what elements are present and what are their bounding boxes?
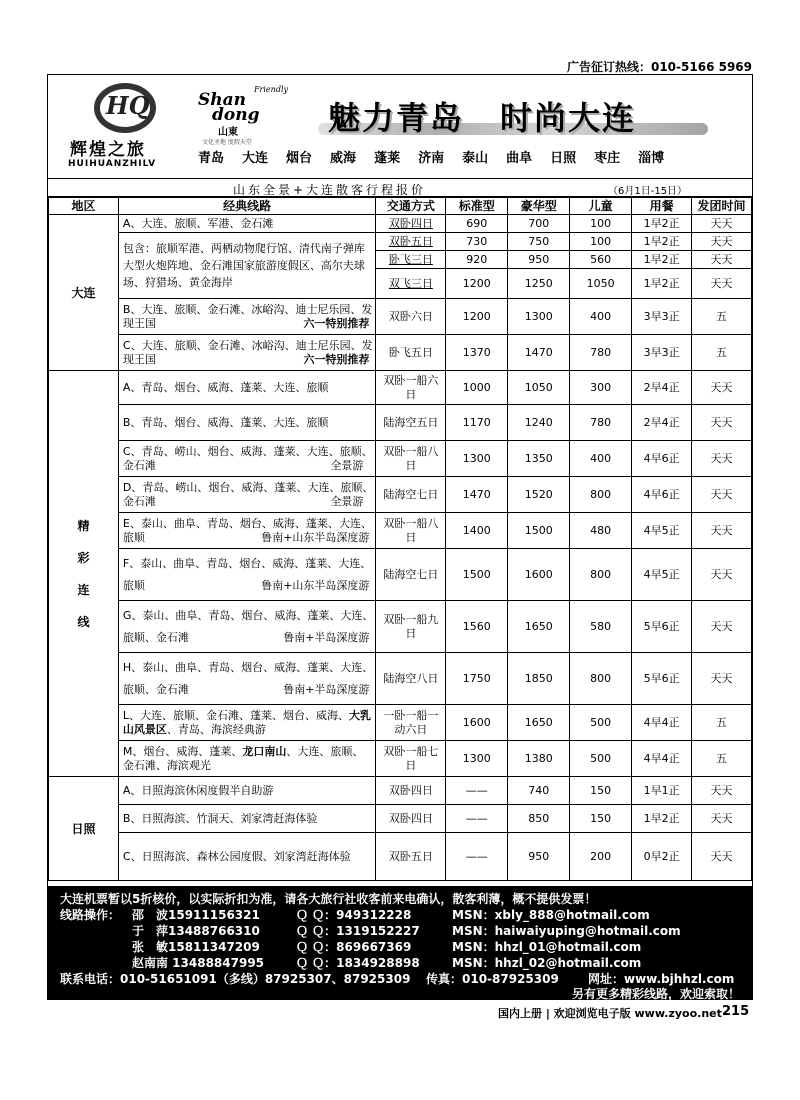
- std-price: 1300: [446, 441, 508, 477]
- lux-price: 1380: [508, 741, 570, 777]
- lux-price: 700: [508, 215, 570, 233]
- lux-price: 740: [508, 777, 570, 805]
- std-price: ——: [446, 777, 508, 805]
- child-price: 480: [570, 513, 632, 549]
- contact-qq: Ｑ Ｑ：1319152227: [296, 924, 420, 938]
- route: B、青岛、烟台、威海、蓬莱、大连、旅顺: [118, 405, 376, 441]
- sd-cn: 山東: [218, 127, 238, 138]
- table-row: [49, 601, 752, 653]
- route-tag: 全景游: [330, 458, 364, 472]
- route-text: G、泰山、曲阜、青岛、烟台、威海、蓬莱、大连、旅顺、金石滩: [122, 608, 374, 644]
- meal: 1早2正: [632, 233, 692, 251]
- route-text: 、大连、旅顺、金石滩、海滨观光: [122, 744, 364, 772]
- sd-word1: Shan: [198, 90, 247, 110]
- child-price: 780: [570, 335, 632, 371]
- lux-price: 1350: [508, 441, 570, 477]
- table-row: [49, 215, 752, 233]
- std-price: 1370: [446, 335, 508, 371]
- meal: 1早2正: [632, 805, 692, 833]
- route-tag: 鲁南+山东半岛深度游: [261, 530, 370, 544]
- std-price: 1560: [446, 601, 508, 653]
- meal: 4早4正: [632, 705, 692, 741]
- std-price: 1400: [446, 513, 508, 549]
- meal: 2早4正: [632, 405, 692, 441]
- table-row: [49, 233, 752, 251]
- route: 包含：旅顺军港、两栖动物爬行馆、清代南子弹库大型火炮阵地、金石滩国家旅游度假区、高尔夫球场、狩猎场、黄金海岸: [118, 233, 376, 299]
- traffic: 双卧一船八日: [376, 513, 446, 549]
- meal: 5早6正: [632, 601, 692, 653]
- table-row: [49, 705, 752, 741]
- contact-msn[interactable]: MSN：haiwaiyuping@hotmail.com: [452, 924, 681, 938]
- city: 烟台: [286, 151, 313, 166]
- lux-price: 1520: [508, 477, 570, 513]
- header: [48, 75, 752, 179]
- route: [118, 549, 376, 601]
- table-row: [49, 371, 752, 405]
- table-row: [49, 833, 752, 881]
- depart-time: 天天: [692, 371, 752, 405]
- child-price: 1050: [570, 269, 632, 299]
- logo-letters: HQ: [106, 91, 150, 120]
- logo-en: HUIHUANZHILV: [68, 159, 157, 169]
- table-row: [49, 299, 752, 335]
- region-dalian: 大连: [49, 215, 119, 371]
- city: 蓬莱: [374, 151, 401, 166]
- depart-time: 天天: [692, 833, 752, 881]
- table-row: [49, 405, 752, 441]
- traffic: 双卧一船七日: [376, 741, 446, 777]
- route: [118, 601, 376, 653]
- route-tag: 全景游: [330, 494, 364, 508]
- region-char: 彩: [77, 550, 90, 565]
- meal: 4早6正: [632, 441, 692, 477]
- route: A、青岛、烟台、威海、蓬莱、大连、旅顺: [118, 371, 376, 405]
- meal: 1早2正: [632, 251, 692, 269]
- route-text: H、泰山、曲阜、青岛、烟台、威海、蓬莱、大连、旅顺、金石滩: [122, 660, 374, 696]
- depart-time: 天天: [692, 549, 752, 601]
- std-price: ——: [446, 805, 508, 833]
- city: 青岛: [198, 151, 225, 166]
- website-link[interactable]: 网址：www.bjhhzl.com: [588, 972, 735, 986]
- traffic: 双卧一船六日: [376, 371, 446, 405]
- depart-time: 天天: [692, 805, 752, 833]
- col-header: 地区: [49, 198, 119, 215]
- depart-time: 天天: [692, 653, 752, 705]
- table-row: [49, 777, 752, 805]
- route: [118, 441, 376, 477]
- child-price: 800: [570, 477, 632, 513]
- meal: 4早6正: [632, 477, 692, 513]
- route-highlight: 龙口南山: [242, 744, 287, 758]
- table-row: [49, 513, 752, 549]
- slogan-qingdao: 魅力青岛: [328, 99, 465, 137]
- std-price: 1470: [446, 477, 508, 513]
- city: 大连: [242, 151, 269, 166]
- traffic: 双卧一船八日: [376, 441, 446, 477]
- more-routes: 另有更多精彩线路，欢迎索取！: [571, 987, 740, 1001]
- contact-qq: Ｑ Ｑ：949312228: [296, 908, 412, 922]
- depart-time: 天天: [692, 251, 752, 269]
- route-text: M、烟台、威海、蓬莱、: [122, 744, 243, 758]
- child-price: 500: [570, 705, 632, 741]
- traffic: 陆海空五日: [376, 405, 446, 441]
- std-price: 1000: [446, 371, 508, 405]
- contact-msn[interactable]: MSN：xbly_888@hotmail.com: [452, 908, 650, 922]
- meal: 4早5正: [632, 513, 692, 549]
- lux-price: 750: [508, 233, 570, 251]
- region-char: 连: [77, 582, 90, 597]
- std-price: ——: [446, 833, 508, 881]
- col-header: 标准型: [446, 198, 508, 215]
- route: B、日照海滨、竹洞天、刘家湾赶海体验: [118, 805, 376, 833]
- table-date: （6月1日-15日）: [608, 186, 688, 197]
- sd-word: [198, 90, 260, 125]
- std-price: 1750: [446, 653, 508, 705]
- depart-time: 天天: [692, 477, 752, 513]
- traffic: 一卧一船一动六日: [376, 705, 446, 741]
- route-text: C、大连、旅顺、金石滩、冰峪沟、迪士尼乐园、发现王国: [122, 338, 373, 366]
- contact-name: 赵南南 13488847995: [132, 956, 265, 970]
- page-number: 215: [722, 1004, 750, 1019]
- ticket-notice: 大连机票暂以5折核价，以实际折扣为准，请各大旅行社收客前来电确认，散客利薄，概不提供发票！: [60, 892, 597, 906]
- child-price: 100: [570, 215, 632, 233]
- depart-time: 天天: [692, 405, 752, 441]
- city: 淄博: [638, 151, 665, 166]
- contact-name: 于 萍13488766310: [132, 924, 260, 938]
- child-price: 100: [570, 233, 632, 251]
- lux-price: 1500: [508, 513, 570, 549]
- table-row: [49, 441, 752, 477]
- std-price: 1200: [446, 299, 508, 335]
- child-price: 500: [570, 741, 632, 777]
- child-price: 800: [570, 653, 632, 705]
- table-title: 山东全景+大连散客行程报价: [233, 183, 427, 197]
- table-row: [49, 335, 752, 371]
- col-header: 交通方式: [376, 198, 446, 215]
- route-text: F、泰山、曲阜、青岛、烟台、威海、蓬莱、大连、旅顺: [122, 556, 372, 592]
- ops-label: 线路操作：: [60, 908, 121, 922]
- meal: 0早2正: [632, 833, 692, 881]
- depart-time: 天天: [692, 269, 752, 299]
- route: [118, 653, 376, 705]
- depart-time: 天天: [692, 777, 752, 805]
- lux-price: 1240: [508, 405, 570, 441]
- traffic: 双卧四日: [376, 805, 446, 833]
- child-price: 200: [570, 833, 632, 881]
- meal: 3早3正: [632, 335, 692, 371]
- route-text: 、青岛、海滨经典游: [166, 722, 266, 736]
- sd-top: Friendly: [254, 85, 289, 94]
- route-tag: 鲁南+半岛深度游: [283, 682, 370, 696]
- lux-price: 850: [508, 805, 570, 833]
- child-price: 400: [570, 441, 632, 477]
- col-header: 用餐: [632, 198, 692, 215]
- route: [118, 705, 376, 741]
- std-price: 690: [446, 215, 508, 233]
- city: 济南: [418, 151, 445, 166]
- child-price: 800: [570, 549, 632, 601]
- region-rizhao: 日照: [49, 777, 119, 881]
- col-header: 豪华型: [508, 198, 570, 215]
- logo-cn: 辉煌之旅: [70, 140, 146, 160]
- meal: 1早2正: [632, 215, 692, 233]
- traffic: 双卧一船九日: [376, 601, 446, 653]
- huihuang-logo: [58, 81, 188, 173]
- shandong-logo: [196, 85, 289, 146]
- std-price: 920: [446, 251, 508, 269]
- route-tag: 鲁南+山东半岛深度游: [261, 578, 370, 592]
- route-text: E、泰山、曲阜、青岛、烟台、威海、蓬莱、大连、旅顺: [122, 516, 372, 544]
- depart-time: 天天: [692, 601, 752, 653]
- contact-qq: Ｑ Ｑ：869667369: [296, 940, 412, 954]
- meal: 2早4正: [632, 371, 692, 405]
- meal: 1早2正: [632, 269, 692, 299]
- child-price: 150: [570, 777, 632, 805]
- traffic: 双卧四日: [376, 215, 446, 233]
- child-price: 560: [570, 251, 632, 269]
- route: C、日照海滨、森林公园度假、刘家湾赶海体验: [118, 833, 376, 881]
- traffic: 陆海空七日: [376, 549, 446, 601]
- sd-word2: dong: [212, 105, 260, 125]
- city: 日照: [550, 151, 577, 166]
- meal: 3早3正: [632, 299, 692, 335]
- region-char: 线: [77, 614, 90, 629]
- table-title-row: [48, 179, 752, 197]
- city: 泰山: [462, 151, 489, 166]
- col-header: 经典线路: [118, 198, 376, 215]
- std-price: 1600: [446, 705, 508, 741]
- depart-time: 五: [692, 705, 752, 741]
- contact-fax: 传真：010-87925309: [426, 972, 559, 986]
- slogan: [328, 93, 672, 139]
- route: [118, 335, 376, 371]
- bottom-bar: 国内上册 | 欢迎浏览电子版 www.zyoo.net: [498, 1007, 722, 1020]
- depart-time: 天天: [692, 215, 752, 233]
- brochure-frame: [47, 74, 753, 1000]
- route-text: C、青岛、崂山、烟台、威海、蓬莱、大连、旅顺、金石滩: [122, 444, 373, 472]
- child-price: 400: [570, 299, 632, 335]
- table-row: [49, 653, 752, 705]
- depart-time: 天天: [692, 233, 752, 251]
- lux-price: 1250: [508, 269, 570, 299]
- route: [118, 513, 376, 549]
- traffic: 双卧四日: [376, 777, 446, 805]
- contact-name: 张 敏15811347209: [132, 940, 260, 954]
- meal: 5早6正: [632, 653, 692, 705]
- std-price: 1170: [446, 405, 508, 441]
- lux-price: 1850: [508, 653, 570, 705]
- std-price: 730: [446, 233, 508, 251]
- meal: 4早5正: [632, 549, 692, 601]
- region-jingcai: [49, 371, 119, 777]
- route: A、大连、旅顺、军港、金石滩: [118, 215, 376, 233]
- contact-phone: 联系电话：010-51651091（多线）87925307、87925309: [60, 972, 411, 986]
- region-char: 精: [77, 518, 90, 533]
- city: 曲阜: [506, 151, 533, 166]
- depart-time: 天天: [692, 441, 752, 477]
- route: A、日照海滨休闲度假半自助游: [118, 777, 376, 805]
- table-row: [49, 805, 752, 833]
- child-price: 300: [570, 371, 632, 405]
- table-row: [49, 477, 752, 513]
- child-price: 150: [570, 805, 632, 833]
- contact-msn[interactable]: MSN：hhzl_01@hotmail.com: [452, 940, 642, 954]
- lux-price: 950: [508, 251, 570, 269]
- ad-hotline: 广告征订热线：010-5166 5969: [566, 60, 752, 74]
- contact-qq: Ｑ Ｑ：1834928898: [296, 956, 420, 970]
- lux-price: 1050: [508, 371, 570, 405]
- table-row: [49, 741, 752, 777]
- meal: 1早1正: [632, 777, 692, 805]
- traffic: 双卧五日: [376, 233, 446, 251]
- city-list: [198, 147, 682, 166]
- contact-msn[interactable]: MSN：hhzl_02@hotmail.com: [452, 956, 642, 970]
- city: 枣庄: [594, 151, 621, 166]
- route-text: B、大连、旅顺、金石滩、冰峪沟、迪士尼乐园、发现王国: [122, 302, 373, 330]
- traffic: 卧飞五日: [376, 335, 446, 371]
- depart-time: 五: [692, 335, 752, 371]
- header-row: [49, 198, 752, 215]
- price-table: [48, 197, 752, 881]
- depart-time: 五: [692, 299, 752, 335]
- route: [118, 741, 376, 777]
- std-price: 1200: [446, 269, 508, 299]
- contact-footer: [48, 886, 752, 1000]
- child-price: 580: [570, 601, 632, 653]
- traffic: 陆海空七日: [376, 477, 446, 513]
- route-tag: 鲁南+半岛深度游: [283, 630, 370, 644]
- traffic: 双飞三日: [376, 269, 446, 299]
- traffic: 陆海空八日: [376, 653, 446, 705]
- traffic: 双卧六日: [376, 299, 446, 335]
- lux-price: 1650: [508, 601, 570, 653]
- route-highlight: 大乳山风景区: [122, 708, 372, 736]
- route: [118, 477, 376, 513]
- route-text: D、青岛、崂山、烟台、威海、蓬莱、大连、旅顺、金石滩: [122, 480, 374, 508]
- lux-price: 950: [508, 833, 570, 881]
- depart-time: 天天: [692, 513, 752, 549]
- traffic: 双卧五日: [376, 833, 446, 881]
- route: [118, 299, 376, 335]
- lux-price: 1650: [508, 705, 570, 741]
- depart-time: 五: [692, 741, 752, 777]
- route-tag: 六一特别推荐: [303, 316, 370, 330]
- std-price: 1500: [446, 549, 508, 601]
- child-price: 780: [570, 405, 632, 441]
- slogan-dalian: 时尚大连: [500, 99, 637, 137]
- city: 威海: [330, 151, 357, 166]
- traffic: 卧飞三日: [376, 251, 446, 269]
- std-price: 1300: [446, 741, 508, 777]
- lux-price: 1470: [508, 335, 570, 371]
- meal: 4早4正: [632, 741, 692, 777]
- sd-sub: 文化圣地 度假天堂: [202, 139, 252, 146]
- col-header: 发团时间: [692, 198, 752, 215]
- route-text: L、大连、旅顺、金石滩、蓬莱、烟台、威海、: [122, 708, 350, 722]
- table-row: [49, 549, 752, 601]
- col-header: 儿童: [570, 198, 632, 215]
- route-tag: 六一特别推荐: [303, 352, 370, 366]
- lux-price: 1300: [508, 299, 570, 335]
- lux-price: 1600: [508, 549, 570, 601]
- contact-name: 邵 波15911156321: [132, 908, 260, 922]
